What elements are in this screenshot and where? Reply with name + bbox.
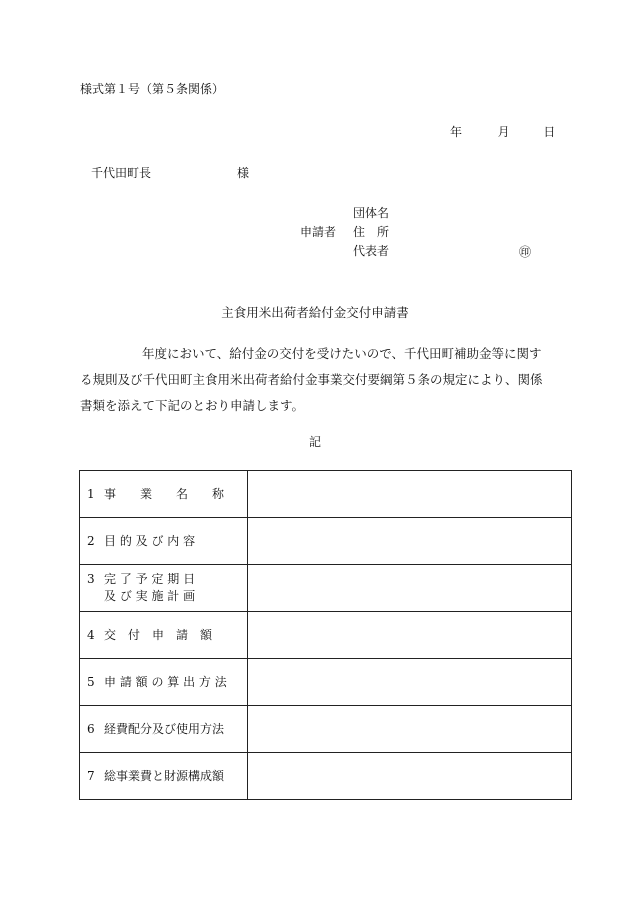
ki-heading: 記 <box>308 435 321 449</box>
item-number: 5 <box>87 674 95 689</box>
date-line <box>450 123 555 140</box>
applicant-group-row <box>300 204 540 222</box>
form-number: 様式第１号（第５条関係） <box>80 82 225 96</box>
item-label-1 <box>80 471 248 518</box>
item-number: 1 <box>87 486 95 501</box>
table-row <box>80 518 572 565</box>
applicant-label: 申請者 <box>300 225 337 239</box>
applicant-group-name-label: 団体名 <box>353 206 390 220</box>
item-label-text: 完 了 予 定 期 日 <box>104 572 196 586</box>
item-label-6 <box>80 706 248 753</box>
item-number: 7 <box>87 768 95 783</box>
table-row <box>80 612 572 659</box>
table-row <box>80 471 572 518</box>
applicant-address-label: 住 所 <box>353 225 390 239</box>
table-row <box>80 565 572 612</box>
item-value-field[interactable] <box>248 518 572 565</box>
item-number: 6 <box>87 721 95 736</box>
item-number: 3 <box>87 572 95 586</box>
item-label-text: 事 業 名 称 <box>104 486 225 501</box>
date-year: 年 <box>450 125 463 139</box>
table-row <box>80 706 572 753</box>
applicant-address-row <box>300 223 540 241</box>
body-line-3: 書類を添えて下記のとおり申請します。 <box>80 398 305 413</box>
items-table <box>79 470 572 800</box>
table-row <box>80 753 572 800</box>
item-number: 4 <box>87 627 95 642</box>
item-label-text: 経費配分及び使用方法 <box>104 721 225 736</box>
item-label-text-continued: 及 び 実 施 計 画 <box>104 589 196 603</box>
item-value-field[interactable] <box>248 753 572 800</box>
seal-mark: ㊞ <box>519 245 532 259</box>
addressee <box>91 164 249 181</box>
item-label-text: 総事業費と財源構成額 <box>104 768 225 783</box>
table-row <box>80 659 572 706</box>
item-label-5 <box>80 659 248 706</box>
date-month: 月 <box>497 125 510 139</box>
item-value-field[interactable] <box>248 659 572 706</box>
item-value-field[interactable] <box>248 471 572 518</box>
addressee-name: 千代田町長 <box>91 166 152 180</box>
item-label-2 <box>80 518 248 565</box>
applicant-representative-label: 代表者 <box>353 244 390 258</box>
item-value-field[interactable] <box>248 565 572 612</box>
document-title: 主食用米出荷者給付金交付申請書 <box>221 305 409 320</box>
item-number: 2 <box>87 533 95 548</box>
item-label-7 <box>80 753 248 800</box>
applicant-representative-row <box>300 242 540 260</box>
date-day: 日 <box>543 125 556 139</box>
addressee-honorific: 様 <box>237 166 250 180</box>
body-line-2: る規則及び千代田町主食用米出荷者給付金事業交付要綱第５条の規定により、関係 <box>80 372 543 387</box>
item-label-text: 交 付 申 請 額 <box>104 627 213 642</box>
item-label-text: 目 的 及 び 内 容 <box>104 533 196 548</box>
body-text <box>80 341 552 419</box>
item-value-field[interactable] <box>248 612 572 659</box>
item-value-field[interactable] <box>248 706 572 753</box>
item-label-text: 申 請 額 の 算 出 方 法 <box>104 674 227 689</box>
item-label-3 <box>80 565 248 612</box>
item-label-4 <box>80 612 248 659</box>
body-line-1: 年度において、給付金の交付を受けたいので、千代田町補助金等に関す <box>142 346 542 361</box>
